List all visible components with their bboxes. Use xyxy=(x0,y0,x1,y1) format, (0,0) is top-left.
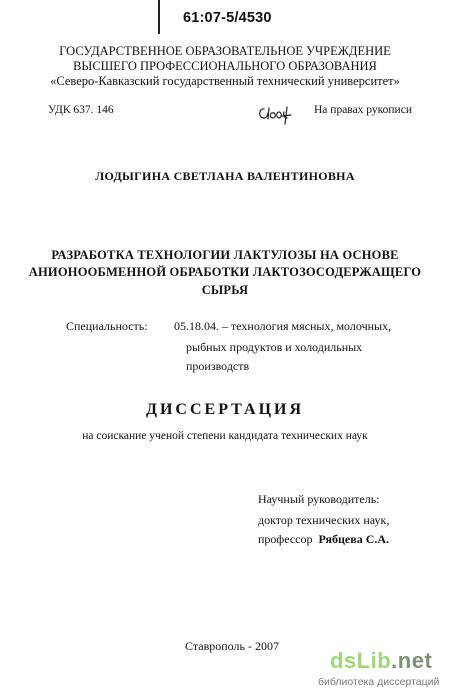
watermark-logo-tld: .net xyxy=(391,648,433,673)
specialty-label: Специальность: xyxy=(66,319,148,333)
document-type-heading: ДИССЕРТАЦИЯ xyxy=(145,401,305,418)
supervisor-position-line xyxy=(258,532,389,547)
specialty-line-1: 05.18.04. – технология мясных, молочных, xyxy=(174,319,392,333)
stamp-divider xyxy=(158,0,160,34)
watermark-logo xyxy=(330,648,432,674)
title-line-1: РАЗРАБОТКА ТЕХНОЛОГИИ ЛАКТУЛОЗЫ НА ОСНОВЕ xyxy=(51,248,399,262)
udk-code: УДК 637. 146 xyxy=(48,104,114,116)
author-name: ЛОДЫГИНА СВЕТЛАНА ВАЛЕНТИНОВНА xyxy=(95,169,355,183)
watermark-logo-main: dsLib xyxy=(330,648,392,673)
org-line-3: «Северо-Кавказский государственный технический университет» xyxy=(50,74,400,88)
specialty-line-2: рыбных продуктов и холодильных xyxy=(186,340,363,354)
supervisor-name: Рябцева С.А. xyxy=(318,532,390,546)
watermark-tagline: библиотека диссертаций xyxy=(318,676,440,688)
title-line-3: СЫРЬЯ xyxy=(201,283,249,297)
library-stamp-code: 61:07-5/4530 xyxy=(183,10,272,26)
supervisor-degree: доктор технических наук, xyxy=(258,513,390,527)
city-year: Ставрополь - 2007 xyxy=(185,639,279,653)
manuscript-rights: На правах рукописи xyxy=(314,104,412,116)
supervisor-position: профессор xyxy=(258,532,313,546)
handwritten-signature xyxy=(256,103,298,125)
title-line-2: АНИОНООБМЕННОЙ ОБРАБОТКИ ЛАКТОЗОСОДЕРЖАЩЕГО xyxy=(28,265,422,279)
org-line-2: ВЫСШЕГО ПРОФЕССИОНАЛЬНОГО ОБРАЗОВАНИЯ xyxy=(73,59,377,73)
supervisor-label: Научный руководитель: xyxy=(258,492,380,506)
watermark xyxy=(318,648,448,696)
specialty-line-3: производств xyxy=(186,359,250,373)
org-line-1: ГОСУДАРСТВЕННОЕ ОБРАЗОВАТЕЛЬНОЕ УЧРЕЖДЕНИЕ xyxy=(59,44,391,58)
degree-line: на соискание ученой степени кандидата технических наук xyxy=(82,430,368,442)
